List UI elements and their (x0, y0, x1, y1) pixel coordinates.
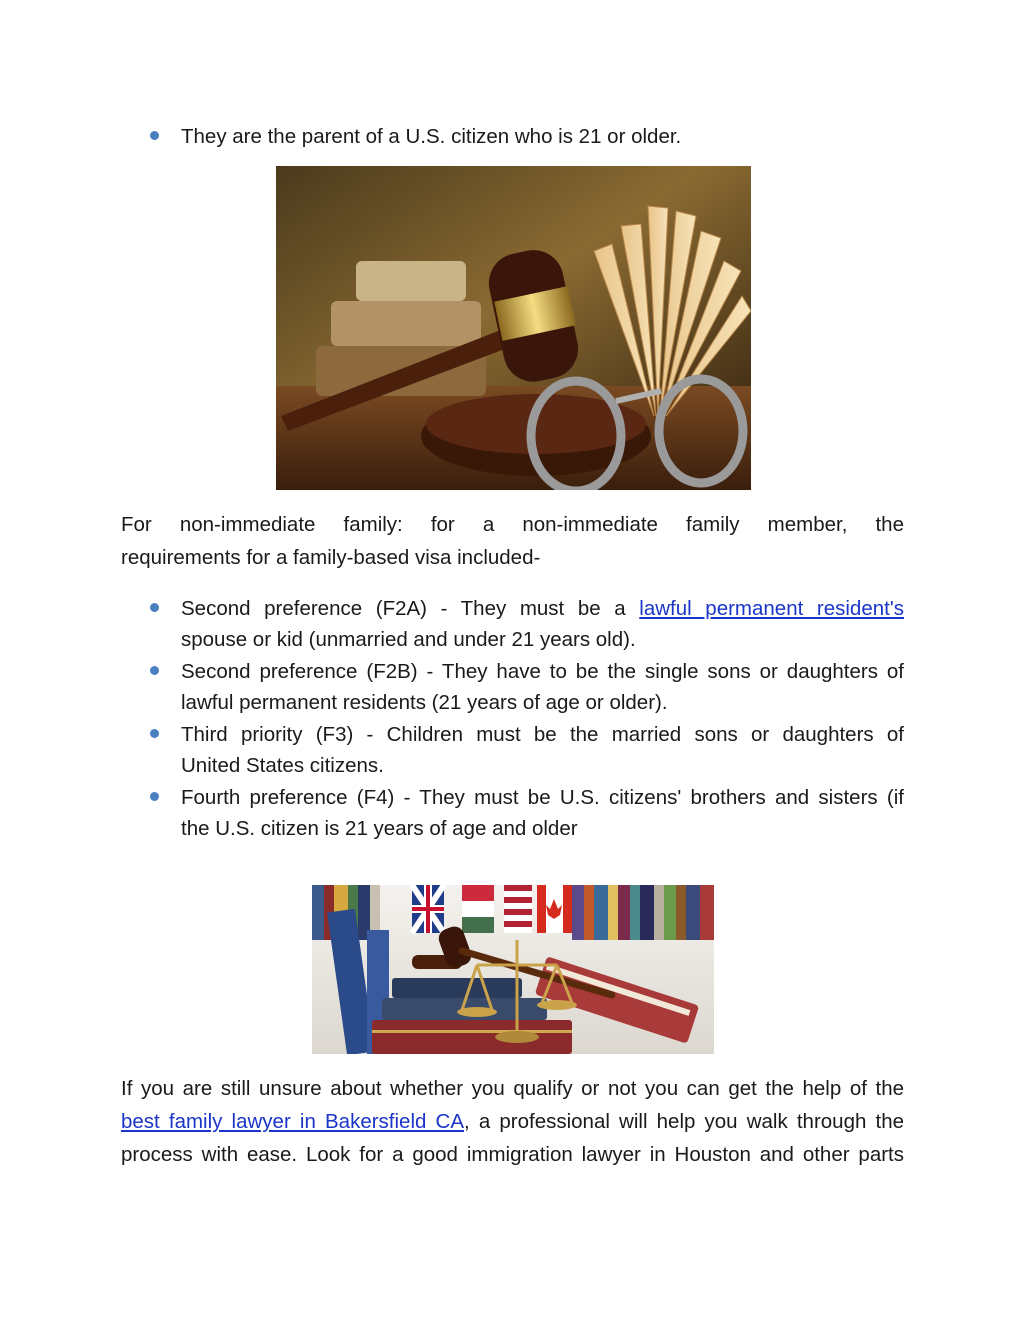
bullet-icon (150, 792, 159, 801)
intro-paragraph (121, 509, 904, 573)
closing-line-1: If you are still unsure about whether you qualify or not you can get the help of the (121, 1077, 904, 1100)
list-item-line-2: lawful permanent residents (21 years of age or older). (181, 691, 668, 714)
list-item (150, 782, 904, 844)
closing-line-2-text: , a professional will help you walk through the (464, 1110, 904, 1133)
intro-line-1: For non-immediate family: for a non-immediate family member, the (121, 513, 904, 536)
closing-paragraph (121, 1073, 904, 1170)
lawful-permanent-resident-link[interactable]: lawful permanent resident's (639, 597, 904, 620)
bullet-icon (150, 729, 159, 738)
list-item (150, 719, 904, 781)
closing-line-3: process with ease. Look for a good immigration lawyer in Houston and other parts (121, 1143, 904, 1166)
gavel-books-handcuffs-image (276, 166, 751, 490)
best-family-lawyer-link[interactable]: best family lawyer in Bakersfield CA (121, 1110, 465, 1133)
list-item-text: Second preference (F2A) - They must be a (181, 597, 640, 620)
closing-line-2 (121, 1106, 904, 1137)
list-item-line-2: United States citizens. (181, 754, 384, 777)
list-item-line-1 (181, 593, 904, 624)
list-item (150, 121, 904, 152)
list-item-line-1: Fourth preference (F4) - They must be U.S. citizens' brothers and sisters (if (181, 786, 904, 809)
list-item-text: They are the parent of a U.S. citizen who is 21 or older. (181, 125, 682, 148)
flags-books-scales-image (312, 885, 714, 1054)
bullet-icon (150, 131, 159, 140)
gavel-illustration (276, 166, 751, 490)
list-item-line-2: the U.S. citizen is 21 years of age and older (181, 817, 578, 840)
law-books-illustration (312, 885, 714, 1054)
intro-line-2: requirements for a family-based visa included- (121, 546, 541, 569)
list-item-line-1: Third priority (F3) - Children must be the married sons or daughters of (181, 723, 904, 746)
list-item-line-2: spouse or kid (unmarried and under 21 years old). (181, 628, 636, 651)
list-item (150, 593, 904, 655)
list-item (150, 656, 904, 718)
list-item-line-1: Second preference (F2B) - They have to be the single sons or daughters of (181, 660, 904, 683)
bullet-icon (150, 666, 159, 675)
bullet-icon (150, 603, 159, 612)
